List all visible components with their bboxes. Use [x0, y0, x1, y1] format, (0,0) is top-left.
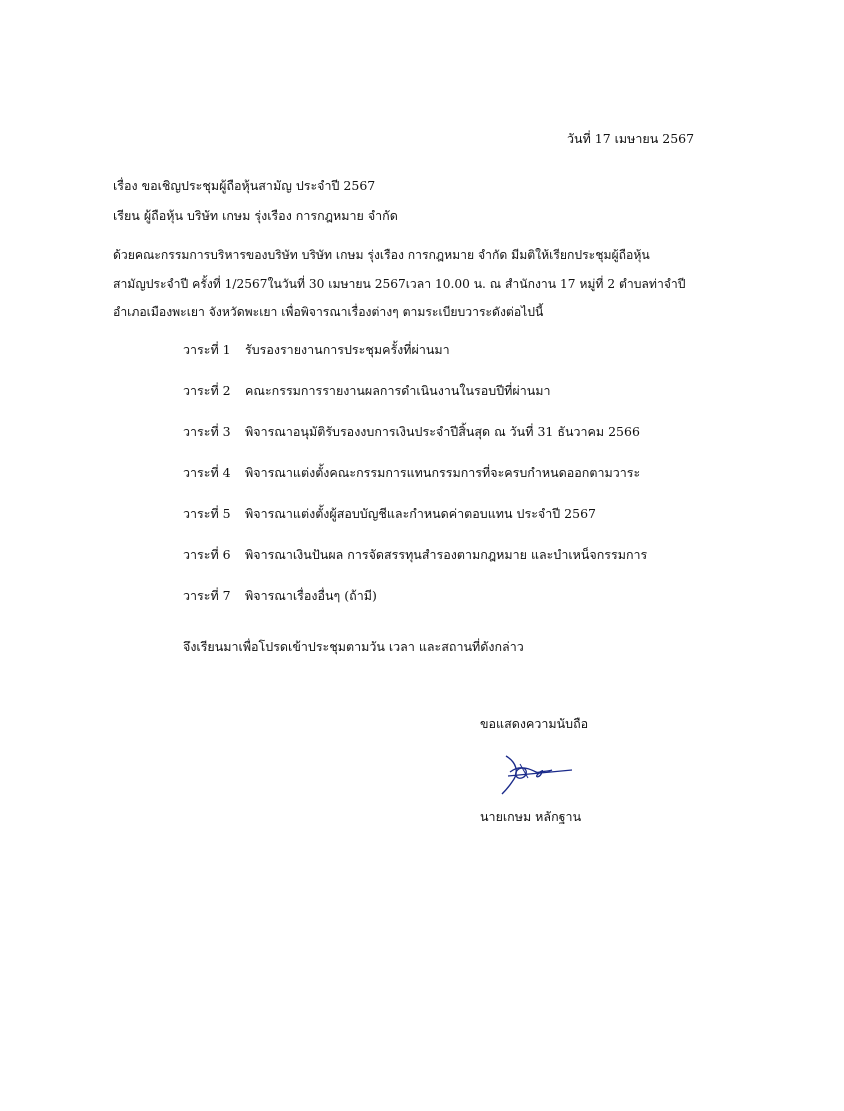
agenda-label: วาระที่ 2: [183, 383, 231, 398]
agenda-label: วาระที่ 3: [183, 424, 231, 439]
agenda-text: พิจารณาแต่งตั้งผู้สอบบัญชีและกำหนดค่าตอบแทน ประจำปี 2567: [245, 506, 596, 521]
agenda-item-5: [183, 505, 647, 546]
agenda-label: วาระที่ 4: [183, 465, 231, 480]
body-line-2: สามัญประจำปี ครั้งที่ 1/2567ในวันที่ 30 เมษายน 2567เวลา 10.00 น. ณ สำนักงาน 17 หมู่ที่ 2 ตำบลท่าจำปี: [113, 277, 686, 291]
agenda-label: วาระที่ 7: [183, 588, 231, 603]
agenda-text: รับรองรายงานการประชุมครั้งที่ผ่านมา: [245, 342, 450, 357]
agenda-label: วาระที่ 5: [183, 506, 231, 521]
agenda-item-4: [183, 464, 647, 505]
agenda-text: คณะกรรมการรายงานผลการดำเนินงานในรอบปีที่ผ่านมา: [245, 383, 551, 398]
agenda-item-7: [183, 587, 647, 628]
agenda-label: วาระที่ 1: [183, 342, 231, 357]
closing-sentence: จึงเรียนมาเพื่อโปรดเข้าประชุมตามวัน เวลา และสถานที่ดังกล่าว: [183, 639, 524, 654]
agenda-item-6: [183, 546, 647, 587]
signer-name: นายเกษม หลักฐาน: [480, 809, 582, 824]
regards-text: ขอแสดงความนับถือ: [480, 716, 589, 731]
letter-subject: เรื่อง ขอเชิญประชุมผู้ถือหุ้นสามัญ ประจำปี 2567: [113, 178, 376, 193]
agenda-label: วาระที่ 6: [183, 547, 231, 562]
agenda-item-1: [183, 341, 647, 382]
body-line-3: อำเภอเมืองพะเยา จังหวัดพะเยา เพื่อพิจารณาเรื่องต่างๆ ตามระเบียบวาระดังต่อไปนี้: [113, 305, 544, 319]
body-line-1: ด้วยคณะกรรมการบริหารของบริษัท บริษัท เกษม รุ่งเรือง การกฎหมาย จำกัด มีมติให้เรียกประชุมผู้ถือหุ้น: [113, 248, 650, 262]
agenda-item-3: [183, 423, 647, 464]
agenda-text: พิจารณาอนุมัติรับรองงบการเงินประจำปีสิ้นสุด ณ วันที่ 31 ธันวาคม 2566: [245, 424, 640, 439]
letter-date: วันที่ 17 เมษายน 2567: [567, 131, 695, 146]
agenda-text: พิจารณาเรื่องอื่นๆ (ถ้ามี): [245, 588, 377, 603]
agenda-text: พิจารณาเงินปันผล การจัดสรรทุนสำรองตามกฎหมาย และบำเหน็จกรรมการ: [245, 547, 648, 562]
handwritten-signature: [498, 752, 578, 796]
agenda-item-2: [183, 382, 647, 423]
agenda-list: [183, 341, 647, 628]
letter-recipient: เรียน ผู้ถือหุ้น บริษัท เกษม รุ่งเรือง การกฎหมาย จำกัด: [113, 208, 398, 223]
agenda-text: พิจารณาแต่งตั้งคณะกรรมการแทนกรรมการที่จะครบกำหนดออกตามวาระ: [245, 465, 641, 480]
